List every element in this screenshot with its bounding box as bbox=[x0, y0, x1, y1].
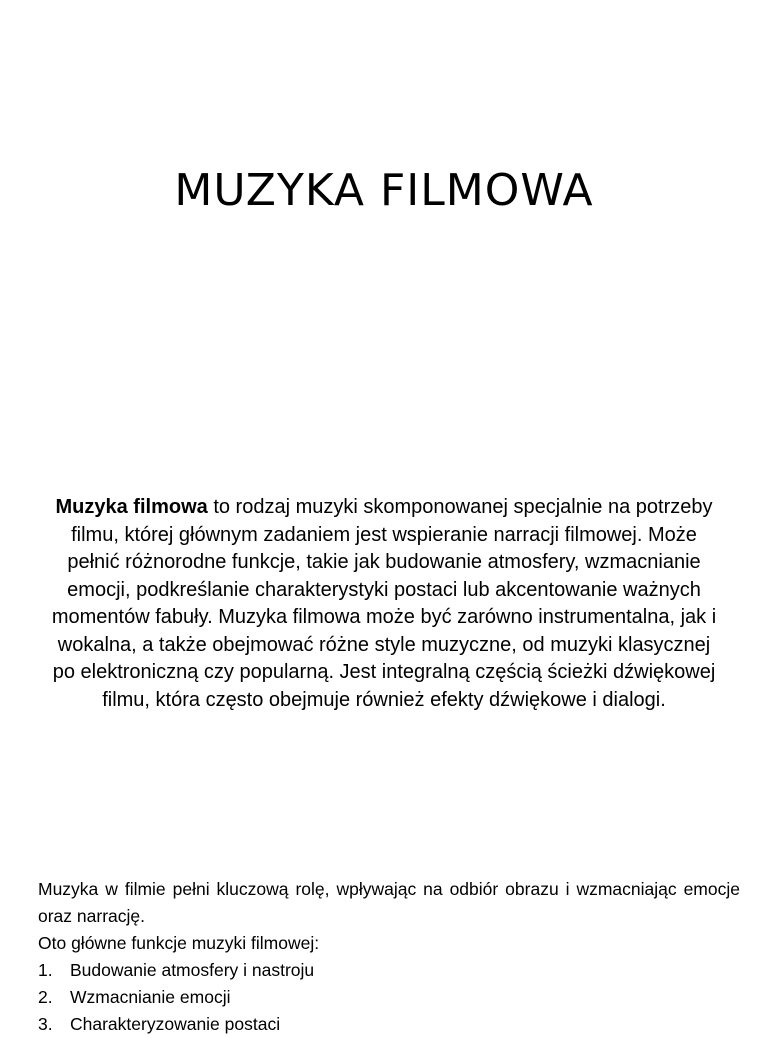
list-item-number: 2. bbox=[38, 987, 53, 1007]
list-item bbox=[38, 957, 740, 984]
list-item bbox=[38, 1011, 740, 1038]
list-item-number: 1. bbox=[38, 960, 53, 980]
functions-heading: Oto główne funkcje muzyki filmowej: bbox=[38, 933, 320, 953]
intro-paragraph bbox=[50, 494, 718, 714]
list-item-text: Wzmacnianie emocji bbox=[70, 987, 231, 1007]
list-item-number: 3. bbox=[38, 1014, 53, 1034]
functions-list bbox=[38, 957, 740, 1038]
intro-definition: to rodzaj muzyki skomponowanej specjalnie na potrzeby filmu, której głównym zadaniem jest wspieranie narracji filmowej. Może pełnić różnorodne funkcje, takie jak budowanie atmosfery, wzmacnianie emocji, podkreślanie charakterystyki postaci lub akcentowanie ważnych momentów fabuły. Muzyka filmowa może być zarówno instrumentalna, jak i wokalna, a także obejmować różne style muzyczne, od muzyki klasycznej po elektroniczną czy popularną. Jest integralną częścią ścieżki dźwiękowej filmu, która często obejmuje również efekty dźwiękowe i dialogi. bbox=[51, 496, 717, 711]
list-item bbox=[38, 984, 740, 1011]
page-title: MUZYKA FILMOWA bbox=[174, 165, 594, 216]
list-item-text: Budowanie atmosfery i nastroju bbox=[70, 960, 315, 980]
functions-section bbox=[38, 876, 740, 1038]
list-item-text: Charakteryzowanie postaci bbox=[70, 1014, 281, 1034]
intro-term: Muzyka filmowa bbox=[55, 496, 208, 518]
functions-lead: Muzyka w filmie pełni kluczową rolę, wpływając na odbiór obrazu i wzmacniając emocje oraz narrację. bbox=[38, 879, 740, 926]
